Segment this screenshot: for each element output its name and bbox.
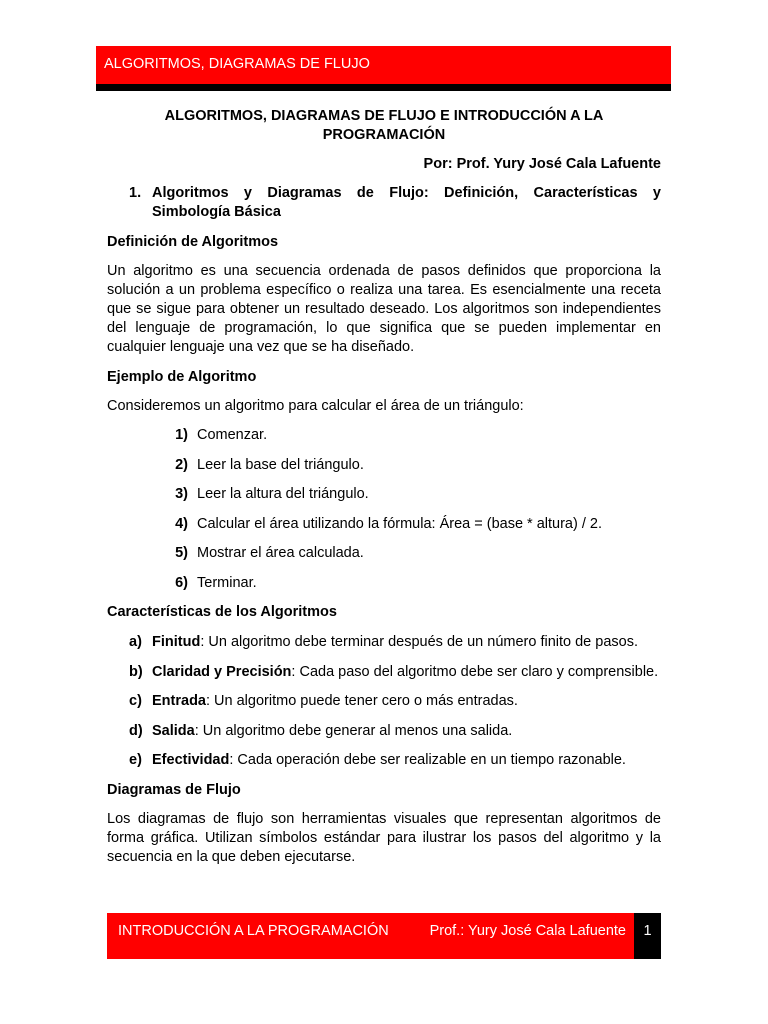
- item-description: : Un algoritmo debe generar al menos una salida.: [194, 722, 513, 739]
- section-heading: [107, 184, 661, 222]
- flowcharts-paragraph: Los diagramas de flujo son herramientas visuales que representan algoritmos de forma gráfica. Utilizan símbolos estándar para ilustrar los pasos del algoritmo y la secuencia en la que deben ejecutarse.: [107, 810, 661, 865]
- algorithm-steps-list: [107, 426, 661, 593]
- list-item: [107, 456, 661, 475]
- item-term: Salida: [152, 722, 195, 739]
- item-text: [152, 663, 661, 682]
- item-term: Claridad y Precisión: [152, 663, 292, 680]
- item-letter: e): [129, 752, 142, 768]
- item-description: : Un algoritmo puede tener cero o más entradas.: [206, 693, 518, 709]
- item-text: [152, 751, 661, 770]
- list-item: [107, 574, 661, 593]
- footer-author: Prof.: Yury José Cala Lafuente: [429, 923, 626, 939]
- definition-paragraph: Un algoritmo es una secuencia ordenada de pasos definidos que proporciona la solución a un problema específico o realiza una tarea. Es esencialmente una receta que se sigue para obtener un resultado deseado. Los algoritmos son independientes del lenguaje de programación, lo que significa que se pueden implementar en cualquier lenguaje una vez que se ha diseñado.: [107, 263, 661, 355]
- example-intro: Consideremos un algoritmo para calcular el área de un triángulo:: [107, 398, 524, 414]
- item-letter: b): [129, 663, 143, 680]
- footer-course-title: INTRODUCCIÓN A LA PROGRAMACIÓN: [118, 923, 389, 939]
- page-number-box: [634, 913, 661, 959]
- step-text: Leer la altura del triángulo.: [197, 486, 369, 502]
- item-letter: c): [129, 693, 142, 709]
- item-text: [152, 633, 661, 652]
- item-description: : Cada paso del algoritmo debe ser claro y comprensible.: [291, 663, 659, 680]
- step-text: Leer la base del triángulo.: [197, 456, 364, 473]
- definition-heading: Definición de Algoritmos: [107, 234, 279, 250]
- list-item: [107, 485, 661, 504]
- item-term: Finitud: [152, 634, 201, 650]
- step-number: 5): [175, 545, 188, 561]
- item-letter: a): [129, 634, 142, 650]
- section-number: 1.: [129, 185, 142, 201]
- characteristics-list: [107, 633, 661, 770]
- item-term: Entrada: [152, 693, 206, 709]
- page-header: [96, 46, 671, 91]
- item-description: : Un algoritmo debe terminar después de un número finito de pasos.: [200, 634, 638, 650]
- list-item: [107, 544, 661, 563]
- step-number: 6): [175, 574, 188, 591]
- list-item: [107, 633, 661, 652]
- document-title: ALGORITMOS, DIAGRAMAS DE FLUJO E INTRODUCCIÓN A LA PROGRAMACIÓN: [164, 108, 604, 143]
- item-text: [152, 722, 661, 741]
- step-text: Terminar.: [197, 574, 257, 591]
- flowcharts-heading: Diagramas de Flujo: [107, 781, 241, 798]
- page-number: 1: [643, 923, 652, 939]
- characteristics-heading: Características de los Algoritmos: [107, 604, 337, 620]
- step-number: 3): [175, 486, 188, 502]
- step-text: Comenzar.: [197, 427, 268, 443]
- step-text: Mostrar el área calculada.: [197, 545, 364, 561]
- header-title: ALGORITMOS, DIAGRAMAS DE FLUJO: [104, 56, 370, 72]
- list-item: [107, 751, 661, 770]
- example-heading: Ejemplo de Algoritmo: [107, 369, 257, 385]
- section-title: Algoritmos y Diagramas de Flujo: Definición, Características y Simbología Básica: [152, 185, 661, 220]
- list-item: [107, 692, 661, 711]
- item-term: Efectividad: [152, 752, 230, 768]
- list-item: [107, 515, 661, 534]
- step-number: 4): [175, 515, 188, 532]
- list-item: [107, 722, 661, 741]
- step-text: Calcular el área utilizando la fórmula: Área = (base * altura) / 2.: [197, 515, 602, 532]
- item-letter: d): [129, 722, 143, 739]
- list-item: [107, 426, 661, 445]
- document-body: [107, 107, 661, 867]
- item-description: : Cada operación debe ser realizable en un tiempo razonable.: [229, 752, 626, 768]
- list-item: [107, 663, 661, 682]
- step-number: 2): [175, 456, 188, 473]
- document-author: Por: Prof. Yury José Cala Lafuente: [423, 156, 661, 172]
- step-number: 1): [175, 427, 188, 443]
- page-footer: [107, 913, 634, 959]
- item-text: [152, 692, 661, 711]
